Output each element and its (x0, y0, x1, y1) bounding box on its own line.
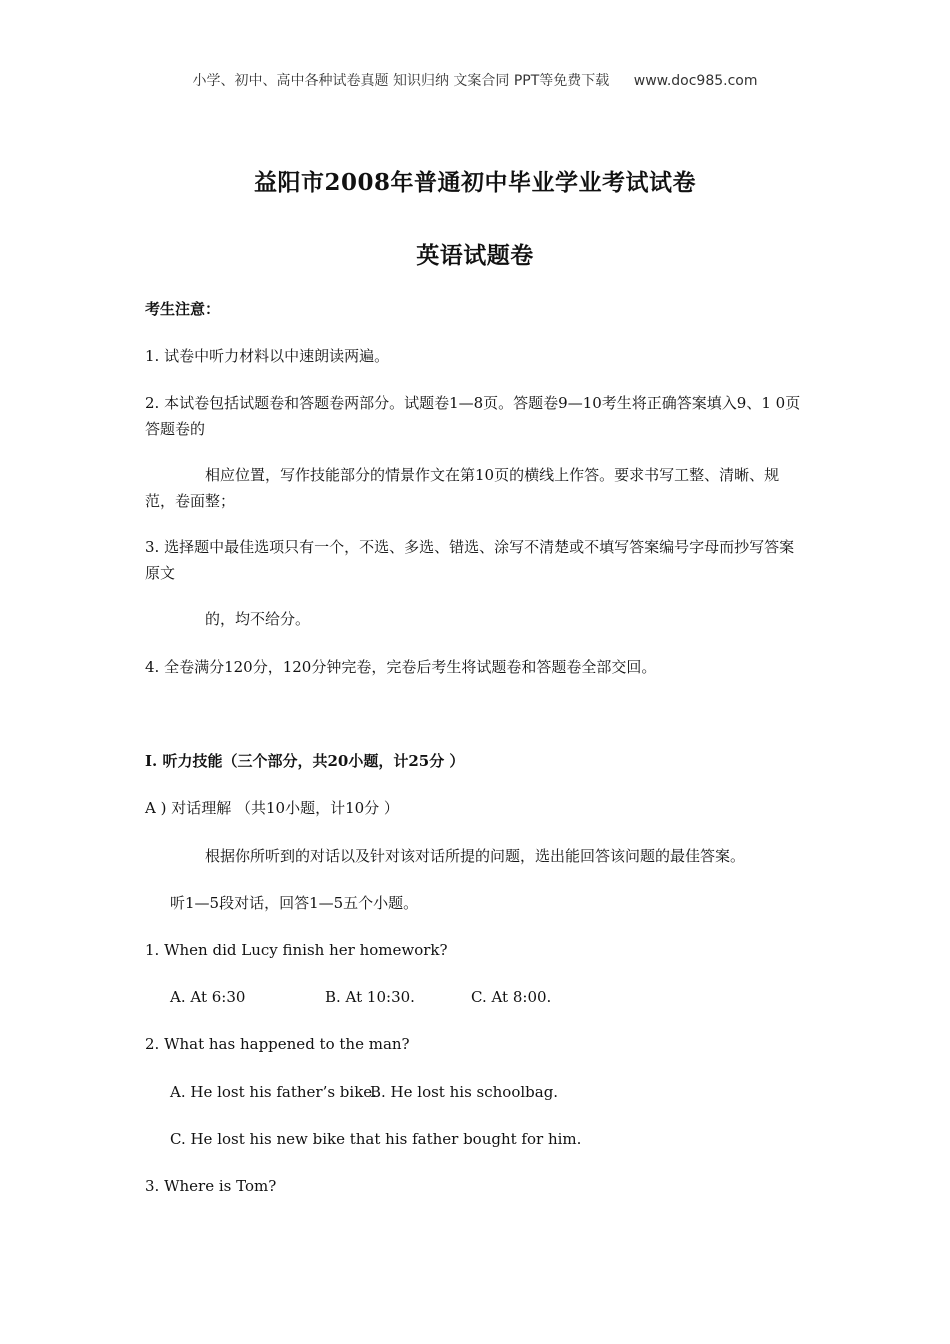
notice-item-2-continued: 相应位置，写作技能部分的情景作文在第10页的横线上作答。要求书写工整、清晰、规范，卷面整； (145, 466, 780, 510)
question-1-option-b: B. At 10:30. (325, 988, 415, 1006)
document-subtitle: 英语试题卷 (416, 242, 534, 269)
question-2-option-c: C. He lost his new bike that his father bought for him. (170, 1130, 582, 1148)
question-2-stem: 2. What has happened to the man? (145, 1035, 410, 1053)
question-2-option-b: B. He lost his schoolbag. (370, 1083, 559, 1101)
section-1-heading: I. 听力技能（三个部分，共20小题，计25分 ） (145, 752, 465, 770)
header-site-link[interactable]: www.doc985.com (633, 73, 758, 89)
page-header (0, 70, 950, 90)
question-1-stem: 1. When did Lucy finish her homework? (145, 941, 448, 959)
notice-item-3-continued: 的，均不给分。 (205, 610, 311, 628)
notice-item-1: 1. 试卷中听力材料以中速朗读两遍。 (145, 347, 390, 365)
notice-item-3: 3. 选择题中最佳选项只有一个，不选、多选、错选、涂写不清楚或不填写答案编号字母而抄写答案原文 (145, 538, 795, 582)
notice-heading: 考生注意： (145, 300, 221, 318)
question-1-options (170, 984, 835, 1010)
notice-item-4: 4. 全卷满分120分，120分钟完卷，完卷后考生将试题卷和答题卷全部交回。 (145, 658, 657, 676)
question-1-option-c: C. At 8:00. (471, 988, 552, 1006)
question-1-option-a: A. At 6:30 (170, 988, 246, 1006)
header-banner: 小学、初中、高中各种试卷真题 知识归纳 文案合同 PPT等免费下载 (192, 73, 610, 89)
question-3-stem: 3. Where is Tom? (145, 1177, 277, 1195)
notice-item-2: 2. 本试卷包括试题卷和答题卷两部分。试题卷1—8页。答题卷9—10考生将正确答案填入9、1 0页答题卷的 (145, 394, 801, 438)
dialogue-note: 听1—5段对话，回答1—5五个小题。 (170, 894, 419, 912)
part-a-heading: A ) 对话理解 （共10小题，计10分 ） (145, 799, 399, 817)
part-a-instruction: 根据你所听到的对话以及针对该对话所提的问题，选出能回答该问题的最佳答案。 (205, 847, 746, 865)
question-2-option-a: A. He lost his father’s bike. (170, 1083, 377, 1101)
question-2-options-row (170, 1079, 835, 1105)
document-title: 益阳市2008年普通初中毕业学业考试试卷 (253, 169, 696, 196)
